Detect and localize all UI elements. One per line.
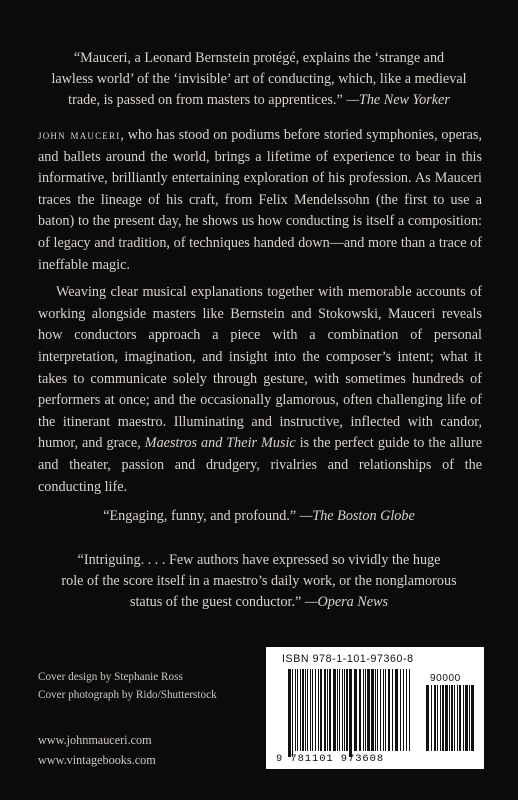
description-paragraph-2: Weaving clear musical explanations together with memorable accounts of working alongside masters like Bernstein and Stokowski, Mauceri reveals how conductors approach a piece with a combination of personal interpretation, imagination, and insight into the composer’s intent; what it takes to communicate solely through gesture, with sometimes hundreds of performers at once; and the occasionally glamorous, often challenging life of the itinerant maestro. Illuminating and instructive, inflected with candor, humor, and grace, Maestros and Their Music is the perfect guide to the allure and theater, passion and drudgery, rivalries and relationships of the conducting life. xyxy=(38,284,483,495)
quote-line: “Intriguing. . . . Few authors have expressed so vividly the huge xyxy=(77,552,441,568)
isbn-text: ISBN 978-1-101-97360-8 xyxy=(282,653,414,665)
quote-opera-news xyxy=(20,550,498,613)
quote-line: status of the guest conductor.” —Opera News xyxy=(129,594,389,610)
quote-source: —The Boston Globe xyxy=(299,508,415,524)
web-links xyxy=(38,730,156,770)
publisher-website-link[interactable]: www.vintagebooks.com xyxy=(38,753,156,767)
quote-line: trade, is passed on from masters to apprentices.” —The New Yorker xyxy=(68,92,450,108)
quote-source: —Opera News xyxy=(304,594,389,610)
ean-digits: 9 781101 973608 xyxy=(276,753,385,765)
book-description xyxy=(38,124,482,498)
cover-design-credit: Cover design by Stephanie Ross xyxy=(38,671,183,683)
quote-new-yorker xyxy=(20,48,498,111)
quote-source: —The New Yorker xyxy=(346,92,450,108)
quote-line: role of the score itself in a maestro’s daily work, or the nonglamorous xyxy=(61,573,457,589)
barcode-bars xyxy=(266,647,484,769)
book-title: Maestros and Their Music xyxy=(144,435,296,452)
description-paragraph-1: john mauceri, who has stood on podiums before storied symphonies, operas, and ballets around the world, brings a lifetime of experience to bear in this informative, brilliantly entertaining exploration of his profession. As Mauceri traces the lineage of his craft, from Felix Mendelssohn (the first to use a baton) to the present day, he shows us how conducting is itself a composition: of legacy and tradition, of techniques handed down—and more than a trace of ineffable magic. xyxy=(38,127,482,273)
quote-line: lawless world’ of the ‘invisible’ art of conducting, which, like a medieval xyxy=(51,71,467,87)
quote-line: “Mauceri, a Leonard Bernstein protégé, explains the ‘strange and xyxy=(73,50,445,66)
cover-photo-credit: Cover photograph by Rido/Shutterstock xyxy=(38,689,217,701)
author-website-link[interactable]: www.johnmauceri.com xyxy=(38,733,152,747)
quote-boston-globe: “Engaging, funny, and profound.” —The Boston Globe xyxy=(103,508,415,524)
cover-credits xyxy=(38,668,217,704)
price-code: 90000 xyxy=(430,673,461,684)
author-name: john mauceri xyxy=(38,127,121,142)
isbn-barcode xyxy=(266,647,484,769)
